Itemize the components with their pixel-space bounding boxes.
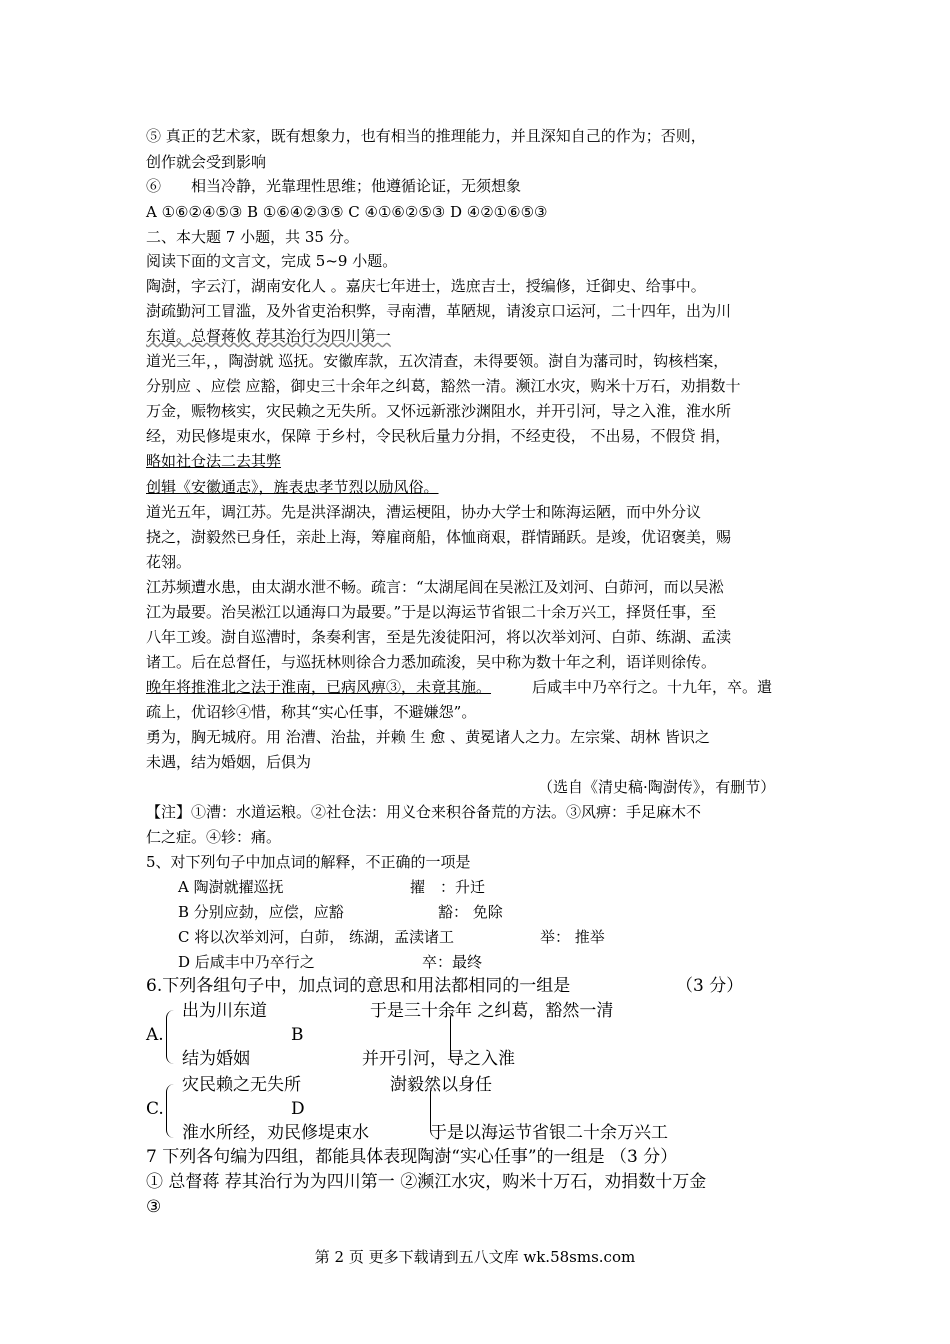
answer-options-q4: A ①⑥②④⑤③ B ①⑥④②③⑤ C ④①⑥②⑤③ D ④②①⑥⑤③ [146, 203, 548, 221]
passage-line-17a: 晚年将推淮北之法于淮南，已病风痹③，未竟其施。 [146, 678, 492, 696]
q6-d-line-2: 于是以海运节省银二十余万兴工 [430, 1123, 668, 1143]
q6-option-d-label: D [291, 1099, 305, 1119]
passage-line-10: 道光五年，调江苏。先是洪泽湖决，漕运梗阻，协办大学士和陈海运陋，而中外分议 [146, 503, 702, 521]
question-6-stem: 6.下列各组句子中，加点词的意思和用法都相同的一组是 [146, 976, 571, 996]
q5-option-b-gloss: 豁： 免除 [438, 903, 503, 921]
passage-line-13: 江苏频遭水患，由太湖水泄不畅。疏言：“太湖尾闾在吴淞江及刘河、白茆河，而以吴淞 [146, 578, 724, 596]
passage-line-15: 八年工竣。澍自巡漕时，条奏利害，至是先浚徒阳河，将以次举刘河、白茆、练湖、孟渎 [146, 628, 732, 646]
passage-line-18: 疏上，优诏轸④惜，称其“实心任事，不避嫌怨”。 [146, 703, 477, 721]
reading-instruction: 阅读下面的文言文，完成 5~9 小题。 [146, 252, 398, 270]
passage-line-1: 陶澍，字云汀，湖南安化人 。嘉庆七年进士，选庶吉士，授编修，迁御史、给事中。 [146, 277, 706, 295]
question-6-score: （3 分） [676, 976, 744, 996]
q6-b-line-2: 并开引河，导之入淮 [362, 1049, 515, 1069]
passage-line-19: 勇为，胸无城府。用 治漕、治盐，并赖 生 愈 、黄冕诸人之力。左宗棠、胡林 皆识之 [146, 728, 710, 746]
q5-option-d: D 后咸丰中乃卒行之 [178, 953, 315, 971]
q6-d-line-1: 澍毅然以身任 [390, 1075, 492, 1095]
question-5-stem: 5、对下列句子中加点词的解释，不正确的一项是 [146, 853, 471, 871]
passage-line-11: 挠之，澍毅然已身任，亲赴上海，筹雇商船，体恤商艰，群情踊跃。是竣，优诏褒美，赐 [146, 528, 732, 546]
q7-item-line-1: ① 总督蒋 荐其治行为为四川第一 ②濒江水灾，购米十万石，劝捐数十万金 [146, 1172, 707, 1192]
passage-line-5: 分别应 、应偿 应豁，御史三十余年之纠葛，豁然一清。濒江水灾，购米十万石，劝捐数十 [146, 377, 741, 395]
q6-option-c-label: C. [146, 1099, 164, 1119]
q6-c-line-1: 灾民赖之无失所 [182, 1075, 301, 1095]
page-footer: 第 2 页 更多下载请到五八文库 wk.58sms.com [314, 1248, 636, 1266]
q5-option-a: A 陶澍就擢巡抚 [178, 878, 284, 896]
note-line-1: 【注】①漕：水道运粮。②社仓法：用义仓来积谷备荒的方法。③风痹：手足麻木不 [146, 803, 702, 821]
q6-option-b-label: B [291, 1025, 304, 1045]
q6-a-line-1: 出为川东道 [182, 1001, 267, 1021]
passage-line-2: 澍疏勤河工冒滥，及外省吏治积弊，寻南漕，革陋规，请浚京口运河，二十四年，出为川 [146, 302, 732, 320]
passage-line-7: 经，劝民修堤束水，保障 于乡村，令民秋后量力分捐，不经吏役， 不出易，不假贷 捐， [146, 427, 731, 445]
text-line-3: ⑥ 相当冷静，光靠理性思维；他遵循论证，无须想象 [146, 177, 522, 195]
source-citation: （选自《清史稿·陶澍传》，有删节） [538, 778, 776, 796]
passage-line-9: 创辑《安徽通志》，旌表忠孝节烈以励风俗。 [146, 478, 439, 496]
q5-option-c-gloss: 举： 推举 [540, 928, 605, 946]
q6-a-line-2: 结为婚姻 [182, 1049, 250, 1069]
passage-line-14: 江为最要。治吴淞江以通海口为最要。”于是以海运节省银二十余万兴工，择贤任事，至 [146, 603, 717, 621]
passage-line-8: 略如社仓法二去其弊 [146, 452, 282, 470]
note-line-2: 仁之症。④轸：痛。 [146, 828, 282, 846]
text-line-2: 创作就会受到影响 [146, 153, 267, 171]
passage-line-16: 诸工。后在总督任，与巡抚林则徐合力悉加疏浚，吴中称为数十年之利，语详则徐传。 [146, 653, 717, 671]
q6-option-a-label: A. [146, 1025, 164, 1045]
passage-line-12: 花翎。 [146, 553, 192, 571]
passage-line-4: 道光三年，，陶澍就 巡抚。安徽库款，五次清查，未得要领。澍自为藩司时，钩核档案， [146, 352, 729, 370]
question-7-stem: 7 下列各句编为四组，都能具体表现陶澍“实心任事”的一组是 （3 分） [146, 1147, 678, 1167]
section-heading: 二、本大题 7 小题，共 35 分。 [146, 228, 359, 246]
option-c-brace [166, 1084, 177, 1138]
passage-line-6: 万金，赈物核实，灾民赖之无失所。又怀远新涨沙渊阻水，并开引河，导之入淮，淮水所 [146, 402, 732, 420]
passage-line-17b: 后咸丰中乃卒行之。十九年，卒。遣 [532, 678, 773, 696]
q5-option-b: B 分别应勎，应偿，应豁 [178, 903, 344, 921]
passage-line-20: 未遇，结为婚姻，后俱为 [146, 753, 312, 771]
text-line-1: ⑤ 真正的艺术家，既有想象力，也有相当的推理能力，并且深知自己的作为；否则， [146, 127, 706, 145]
q6-c-line-2: 淮水所经，劝民修堤束水 [182, 1123, 369, 1143]
q5-option-d-gloss: 卒：最终 [422, 953, 483, 971]
option-a-brace [166, 1010, 177, 1064]
q5-option-c: C 将以次举刘河，白茆， 练湖，孟渎诸工 [178, 928, 455, 946]
q6-b-line-1: 于是三十余年 之纠葛，豁然一清 [370, 1001, 614, 1021]
passage-line-3: 东道。总督蒋攸 荐其治行为四川第一 [146, 327, 391, 345]
q5-option-a-gloss: 擢 ：升迁 [410, 878, 486, 896]
q7-item-line-2: ③ [146, 1197, 162, 1217]
